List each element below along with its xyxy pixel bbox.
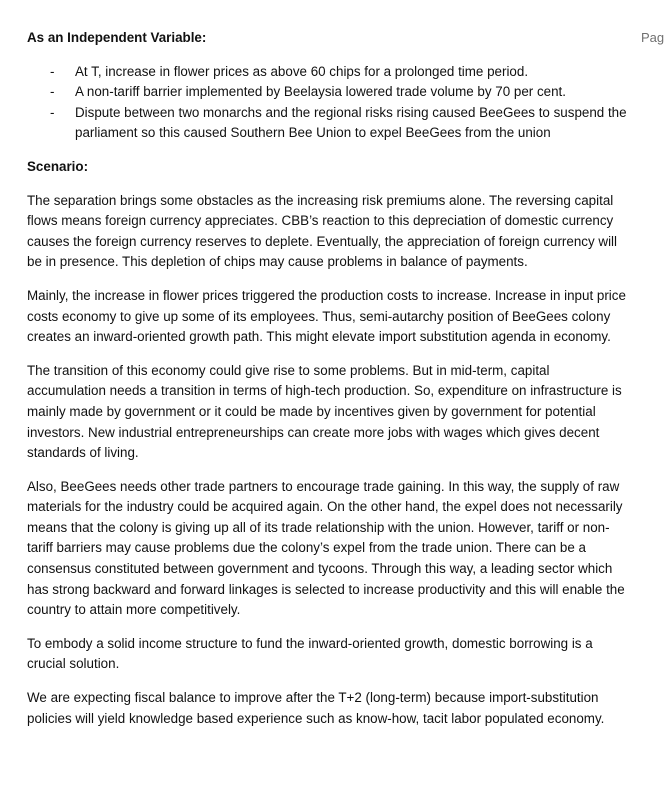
list-item-text: At T, increase in flower prices as above 60 chips for a prolonged time period. [75, 63, 529, 79]
list-item [27, 62, 632, 83]
scenario-paragraph: The separation brings some obstacles as the increasing risk premiums alone. The reversing capital flows means foreign currency appreciates. CBB’s reaction to this depreciation of domestic currency causes the foreign currency reserves to deplete. Eventually, the appreciation of foreign currency will be in presence. This depletion of chips may cause problems in balance of payments. [27, 192, 617, 270]
adjacent-page-label: Pag [641, 30, 665, 45]
bullet-dash: - [50, 104, 55, 120]
scenario-heading: Scenario: [27, 158, 89, 174]
scenario-paragraph: Mainly, the increase in flower prices triggered the production costs to increase. Increase in input price costs economy to give up some of its employees. Thus, semi-autarchy position of BeeGees colony creates an inward-oriented growth path. This might elevate import substitution agenda in economy. [27, 287, 626, 345]
list-item-text: Dispute between two monarchs and the regional risks rising caused BeeGees to suspend the parliament so this caused Southern Bee Union to expel BeeGees from the union [75, 104, 627, 141]
document-body [27, 28, 632, 742]
bullet-dash: - [50, 84, 55, 100]
independent-variable-heading: As an Independent Variable: [27, 30, 207, 45]
list-item-text: A non-tariff barrier implemented by Beelaysia lowered trade volume by 70 per cent. [75, 84, 567, 100]
independent-variable-list [27, 62, 632, 144]
bullet-dash: - [50, 63, 55, 79]
list-item [27, 82, 632, 103]
scenario-paragraph: Also, BeeGees needs other trade partners to encourage trade gaining. In this way, the supply of raw materials for the industry could be acquired again. On the other hand, the expel does not necessarily means that the colony is giving up all of its trade relationship with the union. However, tariff or non-tariff barriers may cause problems due the colony’s expel from the trade union. There can be a consensus constituted between government and tycoons. Through this way, a leading sector which has strong backward and forward linkages is selected to increase productivity and this will enable the country to attain more competitively. [27, 478, 625, 618]
scenario-paragraph: To embody a solid income structure to fund the inward-oriented growth, domestic borrowing is a crucial solution. [27, 635, 593, 672]
scenario-paragraph: We are expecting fiscal balance to improve after the T+2 (long-term) because import-substitution policies will yield knowledge based experience such as know-how, tacit labor populated economy. [27, 690, 605, 726]
scenario-paragraph: The transition of this economy could give rise to some problems. But in mid-term, capital accumulation needs a transition in terms of high-tech production. So, expenditure on infrastructure is mainly made by government or it could be made by incentives given by government for potential investors. New industrial entrepreneurships can create more jobs with wages which gives decent standards of living. [27, 362, 622, 461]
list-item [27, 103, 632, 144]
